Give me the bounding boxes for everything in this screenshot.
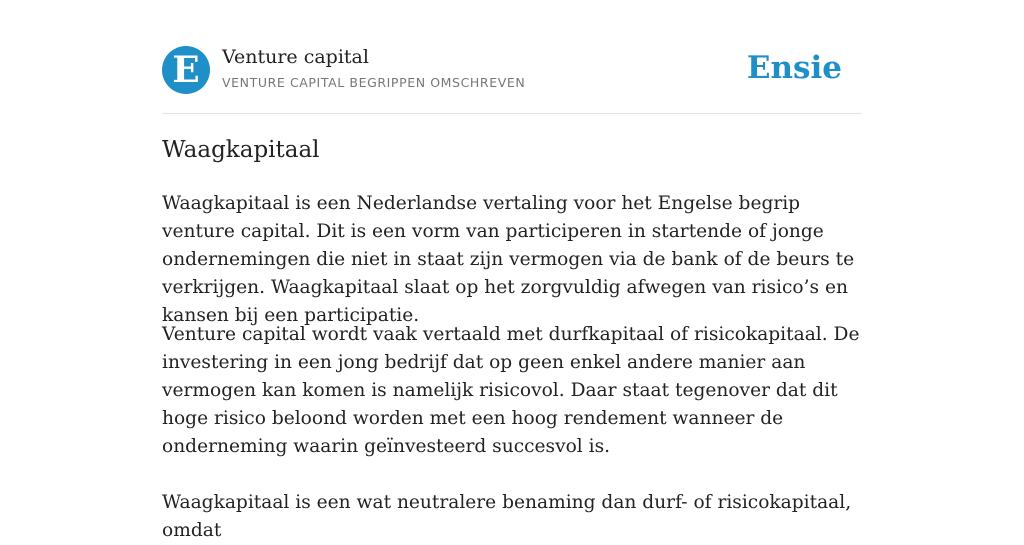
header-divider (162, 113, 862, 114)
entry-paragraph-3: Waagkapitaal is een wat neutralere benaming dan durf- of risicokapitaal, omdat (162, 492, 852, 541)
entry-paragraph-1: Waagkapitaal is een Nederlandse vertaling voor het Engelse begrip venture capital. Dit is een vorm van participeren in startende of jonge ondernemingen die niet in staat zijn vermogen via de bank of de beurs te verkrijgen. Waagkapitaal slaat op het zorgvuldig afwegen van risico’s en kansen bij een participatie. (162, 193, 855, 326)
brand-logo[interactable]: Ensie (746, 50, 842, 86)
ensie-logo[interactable] (162, 46, 210, 94)
logo-letter: E (172, 49, 200, 91)
category-subtitle: VENTURE CAPITAL BEGRIPPEN OMSCHREVEN (222, 75, 526, 90)
entry-paragraph-2: Venture capital wordt vaak vertaald met durfkapitaal of risicokapitaal. De investering in een jong bedrijf dat op geen enkel andere manier aan vermogen kan komen is namelijk risicovol. Daar staat tegenover dat dit hoge risico beloond worden met een hoog rendement wanneer de onderneming waarin geïnvesteerd succesvol is. (162, 324, 860, 457)
entry-title: Waagkapitaal (162, 137, 320, 163)
site-header (162, 46, 862, 96)
category-title[interactable]: Venture capital (222, 46, 369, 68)
